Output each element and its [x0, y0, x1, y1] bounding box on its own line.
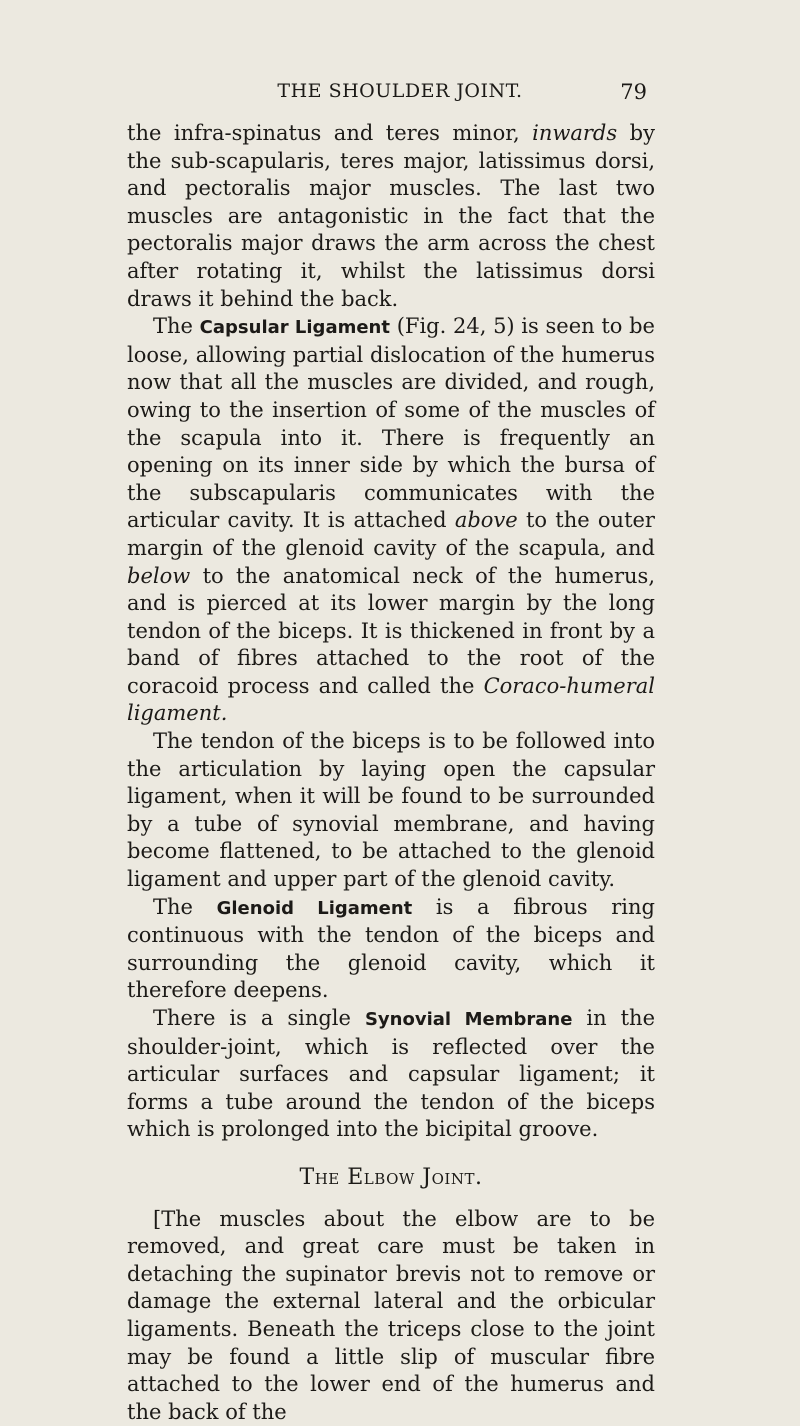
- paragraph-3: The tendon of the biceps is to be followed into the articulation by laying open the capsular ligament, when it will be found to be surrounded by a tube of synovial membrane, and having become flattened, to be attached to the glenoid ligament and upper part of the glenoid cavity.: [127, 729, 655, 892]
- term-glenoid-ligament: Glenoid Ligament: [216, 897, 413, 919]
- term-capsular-ligament: Capsular Ligament: [199, 317, 390, 339]
- paragraph-text: The: [153, 314, 193, 339]
- paragraph-6: [The muscles about the elbow are to be removed, and great care must be taken in detaching the supinator brevis not to remove or damage the external lateral and the orbicular ligaments. Beneath the triceps close to the joint may be found a little slip of muscular fibre attached to the lower end of the humerus and the back of the: [127, 1206, 655, 1424]
- paragraph-text: in the shoulder-joint, which is reflected over the articular surfaces and capsular ligament; it forms a tube around the tendon of the biceps which is prolonged into the bicipital groove.: [127, 1006, 656, 1142]
- italic-term: Coraco-humeral ligament.: [127, 673, 655, 726]
- italic-word: below: [127, 563, 191, 588]
- page-number: 79: [620, 80, 647, 104]
- body-text: [127, 120, 655, 1426]
- paragraph-4: [127, 894, 655, 1005]
- running-header: [0, 80, 800, 110]
- italic-word: inwards: [532, 121, 618, 145]
- paragraph-text: to the outer margin of the glenoid cavity of the scapula, and: [127, 508, 655, 560]
- paragraph-text: is a fibrous ring continuous with the tendon of the biceps and surrounding the glenoid cavity, which it therefore deepens.: [127, 894, 655, 1003]
- paragraph-text: (Fig. 24, 5) is seen to be loose, allowing partial dislocation of the humerus now that all the muscles are divided, and rough, owing to the insertion of some of the muscles of the scapula into it. There is frequently an opening on its inner side by which the bursa of the subscapularis communicates with the articular cavity. It is attached: [127, 314, 655, 533]
- paragraph-5: [127, 1005, 655, 1144]
- italic-word: above: [454, 508, 518, 533]
- section-heading: The Elbow Joint.: [299, 1164, 483, 1190]
- term-synovial-membrane: Synovial Membrane: [364, 1009, 573, 1030]
- paragraph-text: the infra-spinatus and teres minor,: [127, 121, 520, 145]
- paragraph-1: [127, 120, 655, 313]
- paragraph-text: There is a single: [153, 1006, 351, 1030]
- paragraph-text: by the sub-scapularis, teres major, latissimus dorsi, and pectoralis major muscles. The last two muscles are antagonistic in the fact that the pectoralis major draws the arm across the chest after rotating it, whilst the latissimus dorsi draws it behind the back.: [127, 121, 655, 311]
- running-title: THE SHOULDER JOINT.: [277, 80, 523, 102]
- paragraph-text: to the anatomical neck of the humerus, and is pierced at its lower margin by the long tendon of the biceps. It is thickened in front by a band of fibres attached to the root of the coracoid process and called the: [127, 563, 655, 698]
- paragraph-text: The: [153, 894, 193, 919]
- paragraph-2: [127, 313, 655, 728]
